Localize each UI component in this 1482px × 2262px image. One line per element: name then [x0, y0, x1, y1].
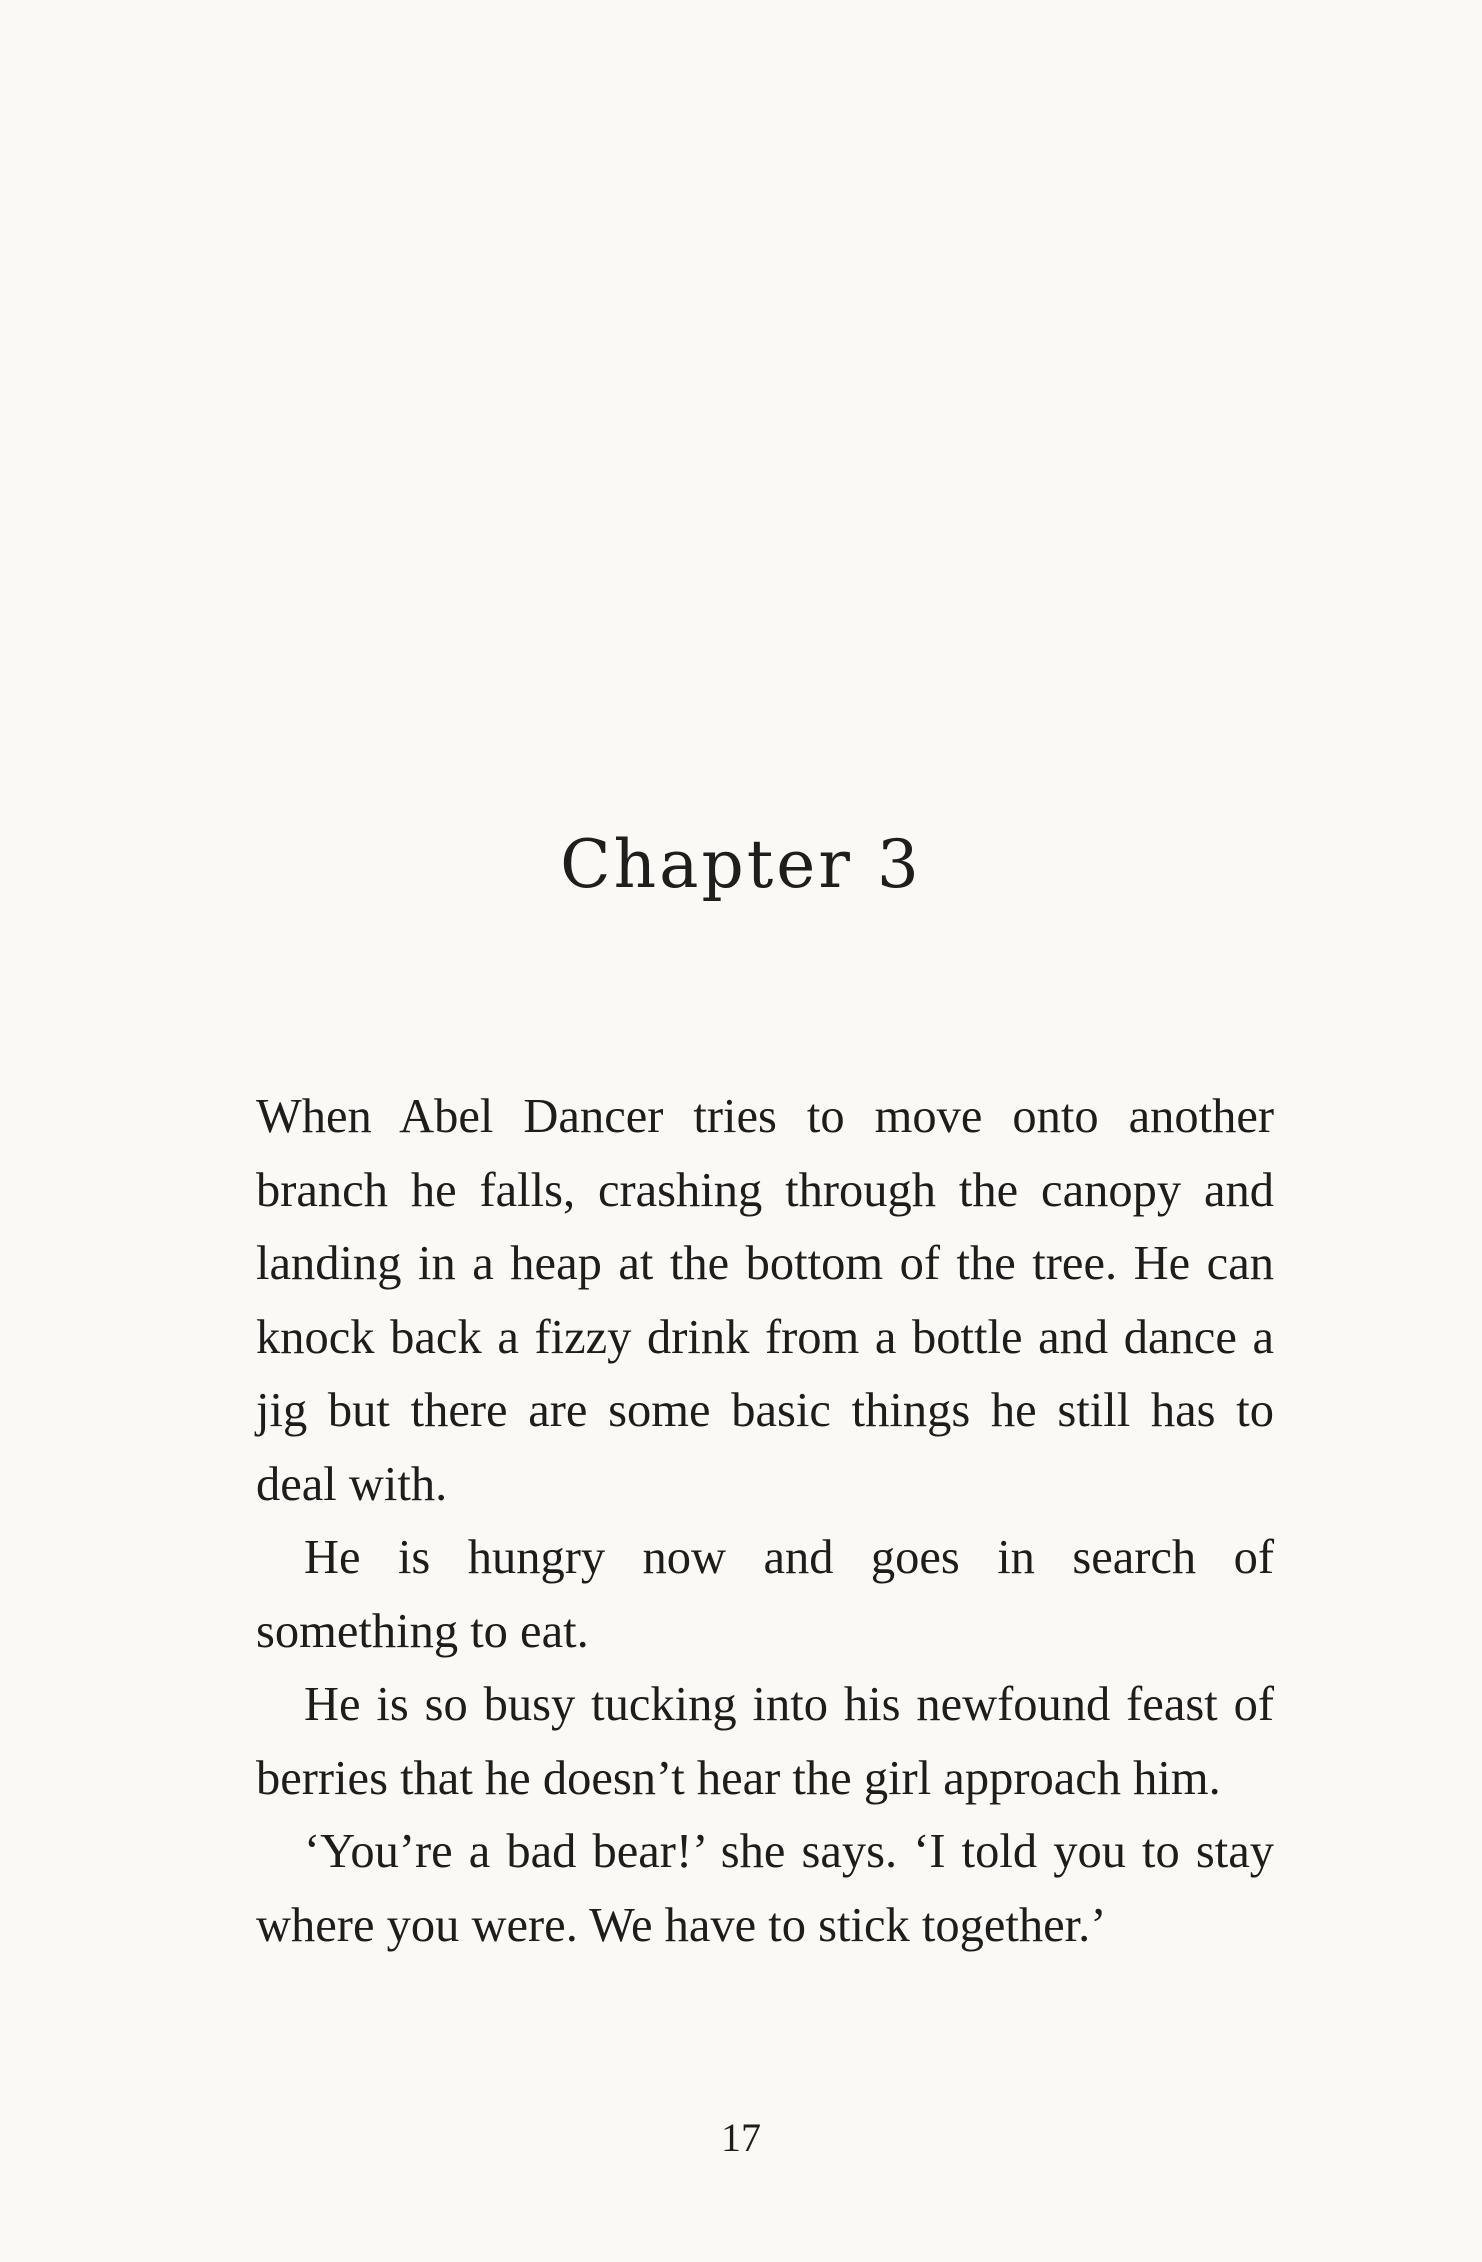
- paragraph-2: He is hungry now and goes in search of something to eat.: [256, 1531, 1274, 1658]
- paragraph-3: He is so busy tucking into his newfound feast of berries that he doesn’t hear the girl approach him.: [256, 1678, 1274, 1805]
- chapter-body: [256, 1080, 1274, 1962]
- chapter-heading: Chapter 3: [560, 826, 922, 903]
- paragraph-4: ‘You’re a bad bear!’ she says. ‘I told you to stay where you were. We have to stick together.’: [256, 1825, 1274, 1952]
- paragraph-1: When Abel Dancer tries to move onto another branch he falls, crashing through the canopy and landing in a heap at the bottom of the tree. He can knock back a fizzy drink from a bottle and dance a jig but there are some basic things he still has to deal with.: [256, 1090, 1274, 1511]
- page-number: 17: [721, 2115, 761, 2160]
